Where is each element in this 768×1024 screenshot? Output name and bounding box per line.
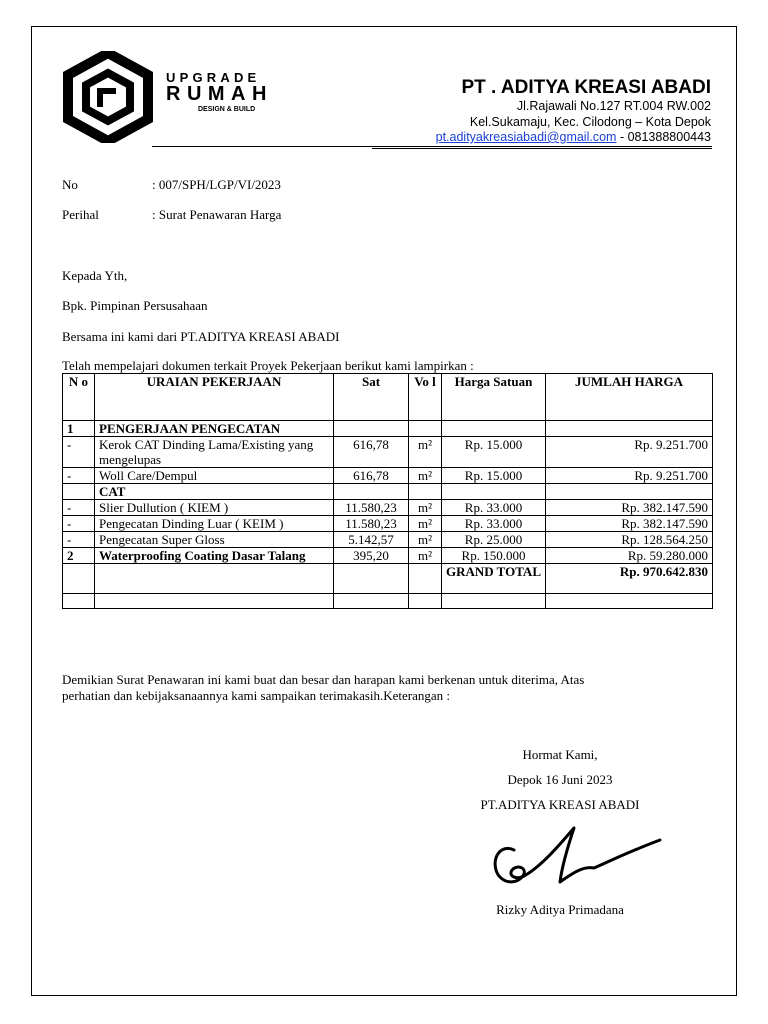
col-header-no: N o <box>63 374 95 421</box>
table-cell <box>334 564 409 594</box>
cell-vol: m² <box>409 437 442 468</box>
cell-vol: m² <box>409 548 442 564</box>
cell-no: - <box>63 500 95 516</box>
table-row <box>63 500 713 516</box>
email-link[interactable]: pt.adityakreasiabadi@gmail.com <box>435 130 617 144</box>
table-cell <box>409 594 442 609</box>
regards-text: Hormat Kami, <box>522 747 598 762</box>
brand-top-text: UPGRADE <box>166 70 261 85</box>
handwritten-signature <box>488 822 668 892</box>
cell-vol: m² <box>409 516 442 532</box>
cell-vol <box>409 484 442 500</box>
place-date: Depok 16 Juni 2023 <box>507 772 613 787</box>
cell-no: 1 <box>63 421 95 437</box>
greeting: Kepada Yth, <box>62 268 128 283</box>
cell-harga: Rp. 150.000 <box>442 548 546 564</box>
table-cell <box>546 594 713 609</box>
cell-harga <box>442 484 546 500</box>
col-header-sat: Sat <box>334 374 409 421</box>
cell-jumlah <box>546 484 713 500</box>
cell-harga: Rp. 33.000 <box>442 516 546 532</box>
col-header-vol: Vo l <box>409 374 442 421</box>
recipient: Bpk. Pimpinan Persusahaan <box>62 298 208 313</box>
cell-harga: Rp. 15.000 <box>442 468 546 484</box>
no-label: No <box>62 177 78 192</box>
cell-sat <box>334 484 409 500</box>
grand-total-row <box>63 564 713 594</box>
cell-jumlah: Rp. 9.251.700 <box>546 437 713 468</box>
table-row <box>63 421 713 437</box>
table-row <box>63 437 713 468</box>
grand-total-label: GRAND TOTAL <box>442 564 546 594</box>
cell-no: - <box>63 437 95 468</box>
cell-uraian: PENGERJAAN PENGECATAN <box>95 421 334 437</box>
cell-jumlah: Rp. 382.147.590 <box>546 516 713 532</box>
col-header-harga: Harga Satuan <box>442 374 546 421</box>
signature-company: PT.ADITYA KREASI ABADI <box>480 797 640 812</box>
cell-vol: m² <box>409 468 442 484</box>
cell-harga: Rp. 25.000 <box>442 532 546 548</box>
brand-sub-text: DESIGN & BUILD <box>198 106 256 113</box>
cell-vol: m² <box>409 500 442 516</box>
col-header-jumlah: JUMLAH HARGA <box>546 374 713 421</box>
cell-no: - <box>63 532 95 548</box>
price-table <box>62 373 713 609</box>
table-cell <box>63 564 95 594</box>
cell-vol <box>409 421 442 437</box>
cell-sat: 5.142,57 <box>334 532 409 548</box>
table-row <box>63 532 713 548</box>
cell-no: - <box>63 468 95 484</box>
cell-sat: 11.580,23 <box>334 500 409 516</box>
phone-text: - 081388800443 <box>616 130 711 144</box>
cell-uraian: Pengecatan Dinding Luar ( KEIM ) <box>95 516 334 532</box>
header-rule-secondary <box>372 148 712 149</box>
cell-vol: m² <box>409 532 442 548</box>
company-contact <box>436 130 711 144</box>
cell-sat <box>334 421 409 437</box>
cell-jumlah: Rp. 59.280.000 <box>546 548 713 564</box>
grand-total-value: Rp. 970.642.830 <box>546 564 713 594</box>
cell-jumlah: Rp. 9.251.700 <box>546 468 713 484</box>
col-header-uraian: URAIAN PEKERJAAN <box>95 374 334 421</box>
company-address-1: Jl.Rajawali No.127 RT.004 RW.002 <box>516 99 711 113</box>
cell-harga: Rp. 15.000 <box>442 437 546 468</box>
cell-jumlah: Rp. 128.564.250 <box>546 532 713 548</box>
cell-uraian: Waterproofing Coating Dasar Talang <box>95 548 334 564</box>
cell-sat: 395,20 <box>334 548 409 564</box>
cell-sat: 11.580,23 <box>334 516 409 532</box>
company-address-2: Kel.Sukamaju, Kec. Cilodong – Kota Depok <box>469 115 711 129</box>
perihal-label: Perihal <box>62 207 99 222</box>
closing-line-1: Demikian Surat Penawaran ini kami buat dan besar dan harapan kami berkenan untuk diterima, Atas <box>62 672 585 687</box>
no-value: : 007/SPH/LGP/VI/2023 <box>152 177 281 192</box>
cell-jumlah <box>546 421 713 437</box>
cell-sat: 616,78 <box>334 468 409 484</box>
table-cell <box>334 594 409 609</box>
cell-no: - <box>63 516 95 532</box>
brand-main-text: RUMAH <box>166 83 273 105</box>
empty-row <box>63 594 713 609</box>
cell-uraian: CAT <box>95 484 334 500</box>
cell-no: 2 <box>63 548 95 564</box>
lead-text: Telah mempelajari dokumen terkait Proyek Pekerjaan berikut kami lampirkan : <box>62 358 474 373</box>
header-rule <box>152 146 712 147</box>
cell-uraian: Pengecatan Super Gloss <box>95 532 334 548</box>
table-cell <box>95 594 334 609</box>
perihal-value: : Surat Penawaran Harga <box>152 207 282 222</box>
closing-line-2: perhatian dan kebijaksanaannya kami sampaikan terimakasih.Keterangan : <box>62 688 451 703</box>
cell-harga <box>442 421 546 437</box>
table-cell <box>442 594 546 609</box>
upgrade-rumah-logo <box>62 51 154 143</box>
intro-text: Bersama ini kami dari PT.ADITYA KREASI ABADI <box>62 329 340 344</box>
cell-jumlah: Rp. 382.147.590 <box>546 500 713 516</box>
table-cell <box>409 564 442 594</box>
signer-name: Rizky Aditya Primadana <box>496 902 624 917</box>
cell-sat: 616,78 <box>334 437 409 468</box>
cell-no <box>63 484 95 500</box>
cell-harga: Rp. 33.000 <box>442 500 546 516</box>
table-row <box>63 468 713 484</box>
table-row <box>63 484 713 500</box>
company-name: PT . ADITYA KREASI ABADI <box>461 77 711 98</box>
table-row <box>63 516 713 532</box>
table-row <box>63 548 713 564</box>
cell-uraian: Slier Dullution ( KIEM ) <box>95 500 334 516</box>
cell-uraian: Woll Care/Dempul <box>95 468 334 484</box>
cell-uraian: Kerok CAT Dinding Lama/Existing yang mengelupas <box>95 437 334 468</box>
table-cell <box>63 594 95 609</box>
table-cell <box>95 564 334 594</box>
table-header-row <box>63 374 713 421</box>
